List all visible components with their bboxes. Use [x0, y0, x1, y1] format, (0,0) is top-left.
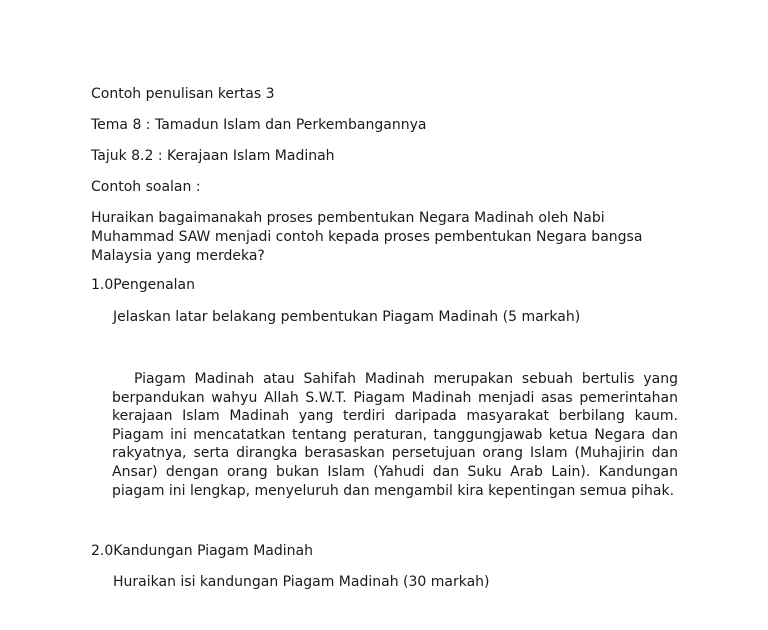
topic-line: Tajuk 8.2 : Kerajaan Islam Madinah — [91, 148, 335, 164]
section1-heading: 1.0Pengenalan — [91, 277, 195, 293]
sample-question-label: Contoh soalan : — [91, 179, 201, 195]
section2-prompt: Huraikan isi kandungan Piagam Madinah (30 markah) — [113, 574, 490, 590]
question-text: Huraikan bagaimanakah proses pembentukan Negara Madinah oleh Nabi Muhammad SAW menjadi contoh kepada proses pembentukan Negara bangsa Malaysia yang merdeka? — [91, 210, 643, 264]
section1-paragraph: Piagam Madinah atau Sahifah Madinah merupakan sebuah bertulis yang berpandukan wahyu Allah S.W.T. Piagam Madinah menjadi asas pemerintahan kerajaan Islam Madinah yang terdiri daripada masyarakat berbilang kaum. Piagam ini mencatatkan tentang peraturan, tanggungjawab ketua Negara dan rakyatnya, serta dirangka berasaskan persetujuan orang Islam (Muhajirin dan Ansar) dengan orang bukan Islam (Yahudi dan Suku Arab Lain). Kandungan piagam ini lengkap, menyeluruh dan mengambil kira kepentingan semua pihak. — [112, 371, 678, 499]
theme-line: Tema 8 : Tamadun Islam dan Perkembangannya — [91, 117, 427, 133]
section2-heading: 2.0Kandungan Piagam Madinah — [91, 543, 313, 559]
document-title: Contoh penulisan kertas 3 — [91, 86, 275, 102]
section1-prompt: Jelaskan latar belakang pembentukan Piagam Madinah (5 markah) — [113, 309, 581, 325]
